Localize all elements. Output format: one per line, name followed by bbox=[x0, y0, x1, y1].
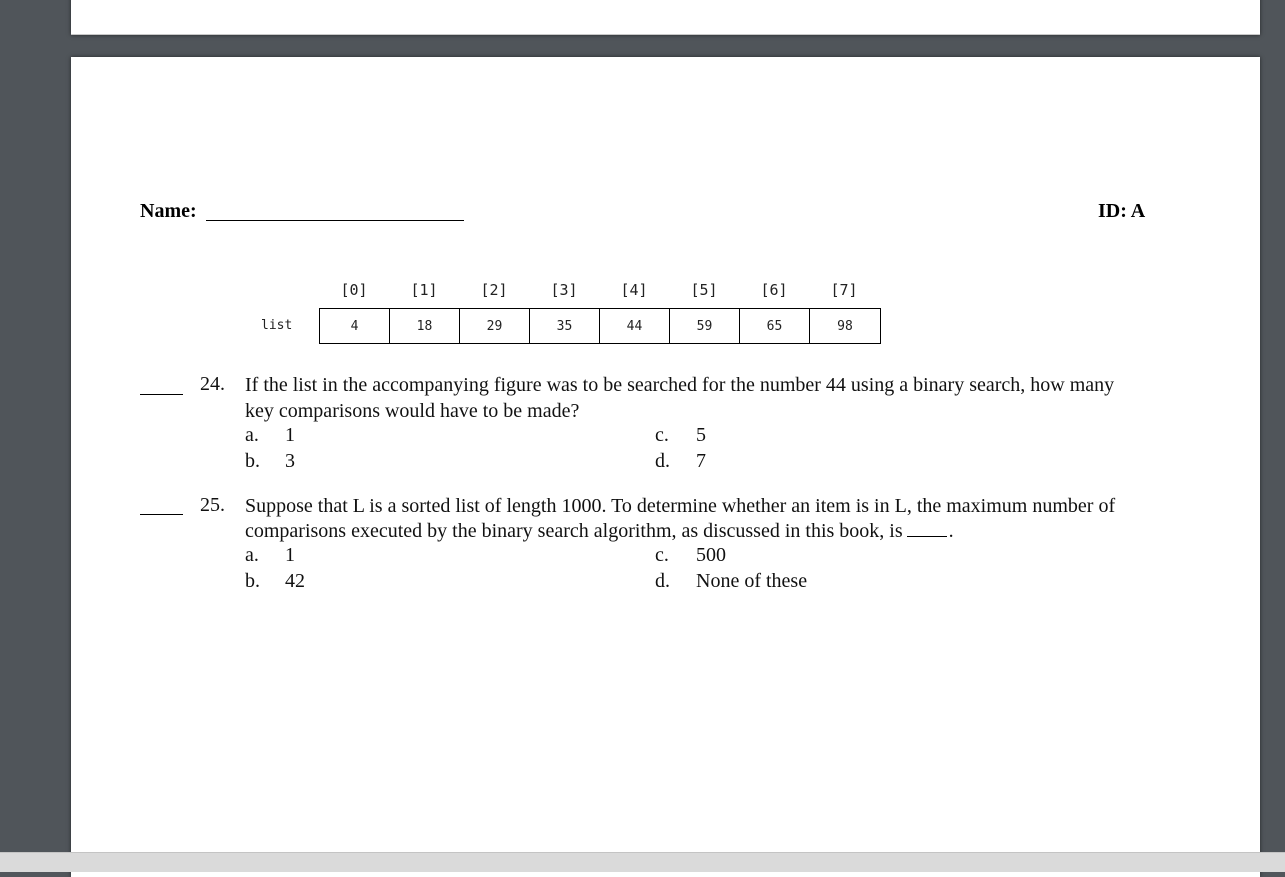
question-number: 24. bbox=[200, 373, 225, 395]
name-label: Name: bbox=[140, 200, 197, 222]
option-text: 5 bbox=[696, 424, 706, 446]
option-letter: c. bbox=[655, 424, 669, 446]
question-text-line2: key comparisons would have to be made? bbox=[245, 400, 580, 422]
option-letter: a. bbox=[245, 544, 259, 566]
answer-blank-25 bbox=[140, 514, 183, 515]
question-number: 25. bbox=[200, 494, 225, 516]
figure-list-table bbox=[319, 308, 881, 344]
previous-page bbox=[71, 0, 1260, 35]
figure-index: [4] bbox=[620, 281, 648, 299]
question-text-line1: Suppose that L is a sorted list of length 1000. To determine whether an item is in L, the maximum number of bbox=[245, 495, 1116, 517]
figure-index: [2] bbox=[480, 281, 508, 299]
figure-cell: 59 bbox=[670, 309, 740, 343]
option-letter: d. bbox=[655, 570, 670, 592]
question-text-line2: comparisons executed by the binary search algorithm, as discussed in this book, is bbox=[245, 520, 903, 542]
figure-index: [7] bbox=[830, 281, 858, 299]
option-letter: b. bbox=[245, 450, 260, 472]
figure-cell: 18 bbox=[390, 309, 460, 343]
figure-cell: 65 bbox=[740, 309, 810, 343]
figure-cell: 44 bbox=[600, 309, 670, 343]
answer-blank-24 bbox=[140, 394, 183, 395]
figure-cell: 98 bbox=[837, 318, 853, 334]
option-text: 500 bbox=[696, 544, 726, 566]
option-text: None of these bbox=[696, 570, 808, 592]
figure-index: [6] bbox=[760, 281, 788, 299]
inline-answer-blank bbox=[907, 535, 947, 537]
option-letter: d. bbox=[655, 450, 670, 472]
figure-cell: 35 bbox=[530, 309, 600, 343]
question-text-line2-wrap bbox=[245, 519, 954, 544]
figure-cell: 4 bbox=[320, 309, 390, 343]
name-blank-line bbox=[206, 220, 464, 221]
option-letter: a. bbox=[245, 424, 259, 446]
figure-cell: 29 bbox=[460, 309, 530, 343]
current-page bbox=[71, 57, 1260, 877]
figure-index: [1] bbox=[410, 281, 438, 299]
question-text-line2-end: . bbox=[948, 520, 954, 542]
id-label: ID: A bbox=[1098, 200, 1146, 222]
figure-row-label: list bbox=[261, 318, 293, 333]
option-letter: c. bbox=[655, 544, 669, 566]
option-text: 42 bbox=[285, 570, 305, 592]
figure-index: [0] bbox=[340, 281, 368, 299]
option-text: 1 bbox=[285, 424, 295, 446]
option-letter: b. bbox=[245, 570, 260, 592]
bottom-status-bar bbox=[0, 852, 1285, 872]
figure-index: [3] bbox=[550, 281, 578, 299]
option-text: 3 bbox=[285, 450, 295, 472]
question-text-line1: If the list in the accompanying figure was to be searched for the number 44 using a binary search, how many bbox=[245, 374, 1115, 396]
figure-index: [5] bbox=[690, 281, 718, 299]
option-text: 7 bbox=[696, 450, 706, 472]
option-text: 1 bbox=[285, 544, 295, 566]
